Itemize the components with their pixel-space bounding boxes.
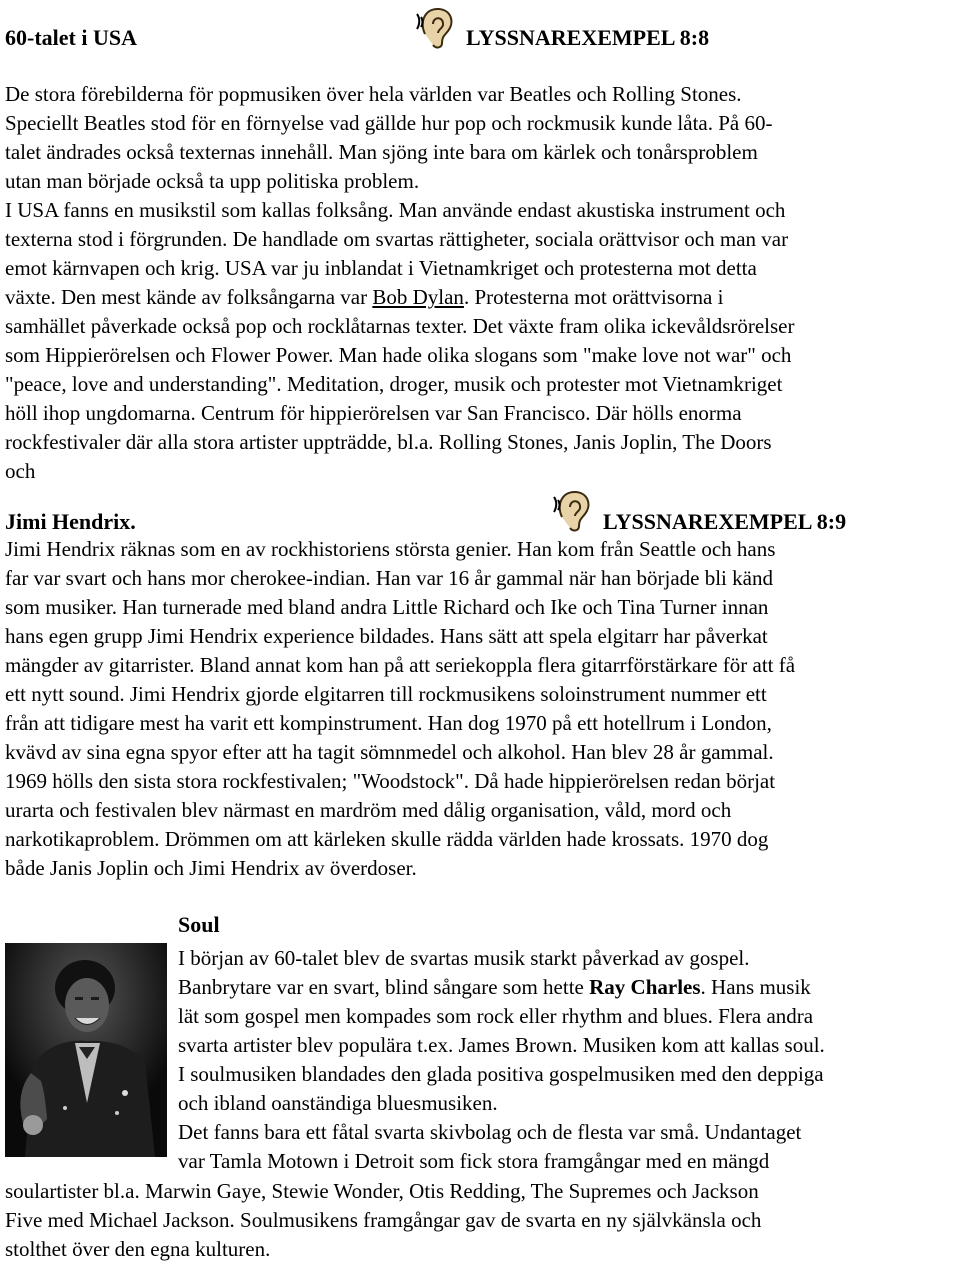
- text-line: från att tidigare mest ha varit ett kompinstrument. Han dog 1970 på ett hotellrum i London,: [5, 711, 772, 735]
- page-title: 60-talet i USA: [5, 25, 137, 50]
- text-fragment: växte. Den mest kände av folksångarna var: [5, 285, 373, 309]
- text-line: som musiker. Han turnerade med bland andra Little Richard och Ike och Tina Turner innan: [5, 595, 769, 619]
- text-fragment: . Hans musik: [700, 975, 811, 999]
- ear-icon[interactable]: [415, 4, 459, 50]
- listening-example-label: LYSSNAREXEMPEL 8:9: [603, 509, 847, 534]
- text-line: I början av 60-talet blev de svartas musik starkt påverkad av gospel.: [178, 946, 750, 970]
- ray-charles-name: Ray Charles: [589, 975, 701, 999]
- text-line: Det fanns bara ett fåtal svarta skivbolag och de flesta var små. Undantaget: [178, 1120, 802, 1144]
- text-line: narkotikaproblem. Drömmen om att kärleken skulle rädda världen hade krossats. 1970 dog: [5, 827, 769, 851]
- text-fragment: . Protesterna mot orättvisorna i: [463, 285, 724, 309]
- ear-icon[interactable]: [552, 487, 596, 533]
- text-line: I USA fanns en musikstil som kallas folksång. Man använde endast akustiska instrument och: [5, 198, 786, 222]
- hendrix-text: [5, 535, 960, 883]
- text-line: svarta artister blev populära t.ex. James Brown. Musiken kom att kallas soul.: [178, 1033, 825, 1057]
- text-line: samhället påverkade också pop och rocklåtarnas texter. Det växte fram olika ickevåldsrörelser: [5, 314, 795, 338]
- text-line: och: [5, 459, 36, 483]
- singer-photo: [5, 943, 167, 1157]
- text-line: talet ändrades också texternas innehåll. Man sjöng inte bara om kärlek och tonårsproblem: [5, 140, 758, 164]
- text-line: De stora förebilderna för popmusiken över hela världen var Beatles och Rolling Stones.: [5, 82, 742, 106]
- bob-dylan-link[interactable]: Bob Dylan: [372, 285, 464, 309]
- text-line: stolthet över den egna kulturen.: [5, 1237, 271, 1261]
- text-line: Jimi Hendrix räknas som en av rockhistoriens största genier. Han kom från Seattle och hans: [5, 537, 776, 561]
- text-line: 1969 hölls den sista stora rockfestivalen; "Woodstock". Då hade hippierörelsen redan börjat: [5, 769, 776, 793]
- text-line-with-link: [5, 283, 955, 312]
- text-line: Speciellt Beatles stod för en förnyelse vad gällde hur pop och rockmusik kunde låta. På 60-: [5, 111, 773, 135]
- text-line: både Janis Joplin och Jimi Hendrix av överdoser.: [5, 856, 417, 880]
- soul-text: [178, 944, 960, 1176]
- text-line: utan man började också ta upp politiska problem.: [5, 169, 420, 193]
- hendrix-heading: Jimi Hendrix.: [5, 509, 136, 534]
- text-line: var Tamla Motown i Detroit som fick stora framgångar med en mängd: [178, 1149, 770, 1173]
- text-line: och ibland oanständiga bluesmusiken.: [178, 1091, 498, 1115]
- text-line: soulartister bl.a. Marwin Gaye, Stewie Wonder, Otis Redding, The Supremes och Jackson: [5, 1179, 759, 1203]
- text-line: mängder av gitarrister. Bland annat kom han på att seriekoppla flera gitarrförstärkare för att få: [5, 653, 796, 677]
- listening-example-label: LYSSNAREXEMPEL 8:8: [466, 25, 710, 50]
- soul-text-continued: [5, 1177, 960, 1264]
- text-line: emot kärnvapen och krig. USA var ju inblandat i Vietnamkriget och protesterna mot detta: [5, 256, 757, 280]
- text-line: hans egen grupp Jimi Hendrix experience bildades. Hans sätt att spela elgitarr har påverkat: [5, 624, 768, 648]
- text-line: ett nytt sound. Jimi Hendrix gjorde elgitarren till rockmusikens soloinstrument nummer ett: [5, 682, 767, 706]
- text-line: kvävd av sina egna spyor efter att ha tagit sömnmedel och alkohol. Han blev 28 år gammal.: [5, 740, 774, 764]
- text-line-with-bold: [178, 973, 960, 1002]
- text-line: lät som gospel men kompades som rock eller rhythm and blues. Flera andra: [178, 1004, 814, 1028]
- text-fragment: Banbrytare var en svart, blind sångare som hette: [178, 975, 590, 999]
- text-line: "peace, love and understanding". Meditation, droger, musik och protester mot Vietnamkriget: [5, 372, 783, 396]
- soul-heading: Soul: [178, 912, 220, 937]
- text-line: texterna stod i förgrunden. De handlade om svartas rättigheter, sociala orättvisor och man var: [5, 227, 789, 251]
- text-line: Five med Michael Jackson. Soulmusikens framgångar gav de svarta en ny självkänsla och: [5, 1208, 762, 1232]
- text-line: I soulmusiken blandades den glada positiva gospelmusiken med den deppiga: [178, 1062, 824, 1086]
- intro-text: [5, 80, 955, 486]
- text-line: höll ihop ungdomarna. Centrum för hippierörelsen var San Francisco. Där hölls enorma: [5, 401, 742, 425]
- text-line: som Hippierörelsen och Flower Power. Man hade olika slogans som "make love not war" och: [5, 343, 792, 367]
- text-line: rockfestivaler där alla stora artister uppträdde, bl.a. Rolling Stones, Janis Joplin, The Doors: [5, 430, 772, 454]
- text-line: urarta och festivalen blev närmast en mardröm med dålig organisation, våld, mord och: [5, 798, 732, 822]
- text-line: far var svart och hans mor cherokee-indian. Han var 16 år gammal när han började bli känd: [5, 566, 773, 590]
